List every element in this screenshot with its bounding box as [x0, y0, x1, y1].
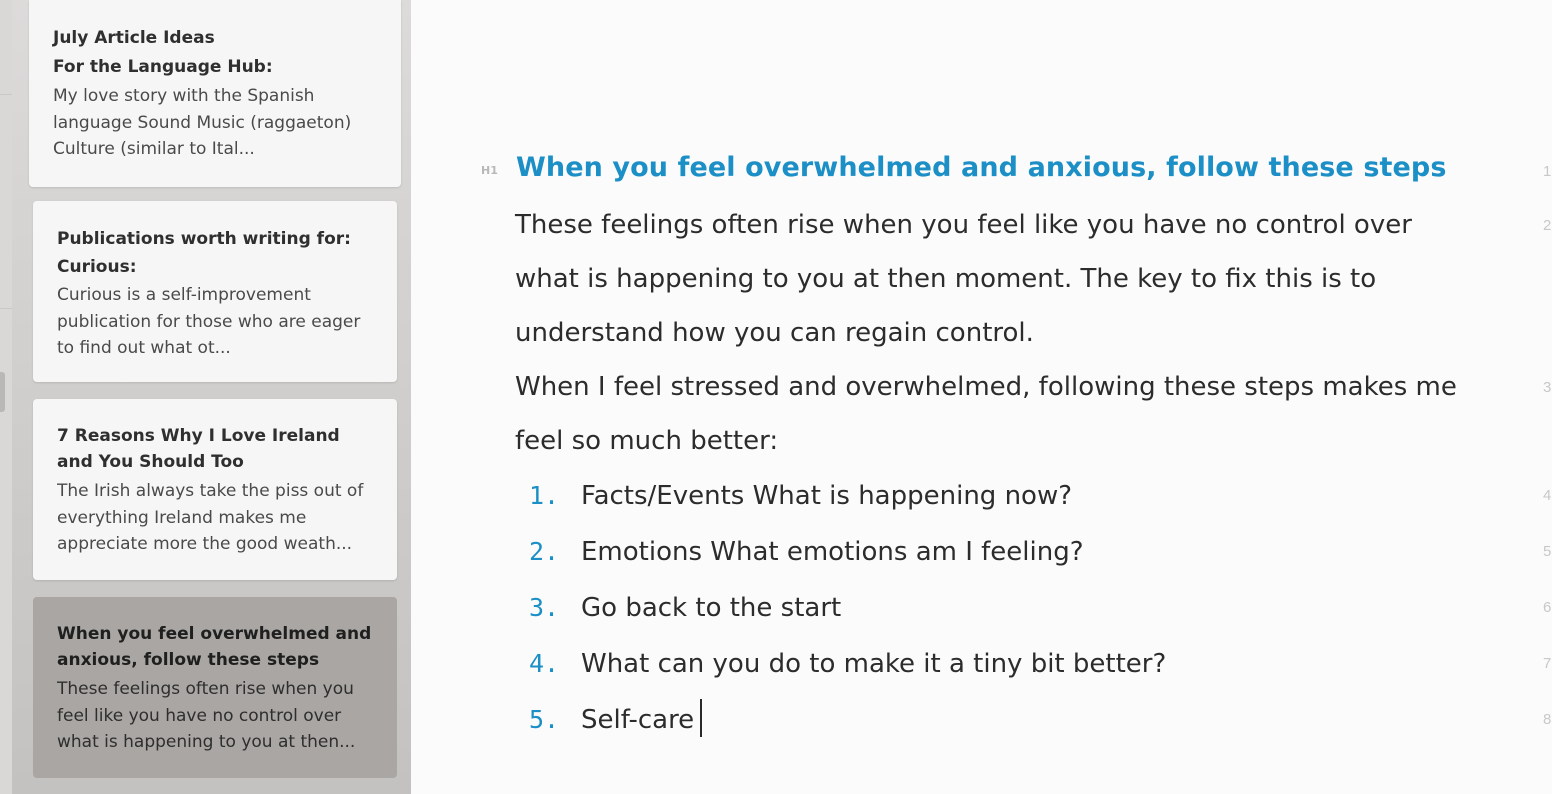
note-card-selected[interactable]: [33, 597, 397, 778]
line-number: 1: [1543, 163, 1552, 180]
note-title: When you feel overwhelmed and anxious, follow these steps: [57, 624, 372, 670]
list-number: 2.: [529, 537, 560, 566]
note-title: 7 Reasons Why I Love Ireland and You Should Too: [57, 426, 340, 472]
line-number: 7: [1543, 655, 1552, 672]
list-number: 3.: [529, 593, 560, 622]
note-subtitle: Curious:: [57, 257, 137, 277]
note-subtitle: For the Language Hub:: [53, 57, 273, 77]
line-number: 3: [1543, 379, 1552, 396]
line-number: 5: [1543, 543, 1552, 560]
sidebar-resize-handle[interactable]: [0, 372, 5, 412]
divider: [0, 308, 12, 309]
line-number: 4: [1543, 487, 1552, 504]
divider: [0, 94, 12, 95]
note-card[interactable]: [33, 399, 397, 580]
document-heading[interactable]: When you feel overwhelmed and anxious, follow these steps: [516, 152, 1447, 183]
list-item[interactable]: [515, 580, 841, 636]
note-preview: Curious is a self-improvement publication for those who are eager to find out what ot...: [57, 285, 361, 358]
heading-marker: H1: [481, 164, 498, 177]
list-text: What can you do to make it a tiny bit better?: [581, 649, 1167, 679]
list-item[interactable]: [515, 468, 1072, 524]
app-sidebar-strip: [0, 0, 12, 794]
list-text: Emotions What emotions am I feeling?: [581, 537, 1084, 567]
list-item[interactable]: [515, 524, 1084, 580]
list-item[interactable]: [515, 692, 702, 748]
text-cursor: [700, 699, 702, 737]
editor[interactable]: [411, 0, 1552, 794]
list-number: 1.: [529, 481, 560, 510]
note-list: [12, 0, 411, 794]
note-preview: My love story with the Spanish language Sound Music (raggaeton) Culture (similar to Ital...: [53, 86, 352, 159]
note-preview: These feelings often rise when you feel like you have no control over what is happening to you at then...: [57, 679, 356, 752]
note-card[interactable]: [33, 201, 397, 382]
list-item[interactable]: [515, 636, 1166, 692]
note-card[interactable]: [29, 0, 401, 187]
paragraph[interactable]: When I feel stressed and overwhelmed, following these steps makes me feel so much better:: [515, 372, 1457, 456]
list-number: 4.: [529, 649, 560, 678]
paragraph[interactable]: These feelings often rise when you feel like you have no control over what is happening to you at then moment. The key to fix this is to understand how you can regain control.: [515, 210, 1412, 348]
line-number: 6: [1543, 599, 1552, 616]
line-number: 8: [1543, 711, 1552, 728]
note-title: Publications worth writing for:: [57, 229, 351, 249]
list-number: 5.: [529, 705, 560, 734]
note-preview: The Irish always take the piss out of everything Ireland makes me appreciate more the good weath...: [57, 481, 364, 554]
list-text: Facts/Events What is happening now?: [581, 481, 1073, 511]
list-text: Self-care: [581, 705, 695, 735]
line-number: 2: [1543, 217, 1552, 234]
note-title: July Article Ideas: [53, 28, 215, 48]
list-text: Go back to the start: [581, 593, 842, 623]
